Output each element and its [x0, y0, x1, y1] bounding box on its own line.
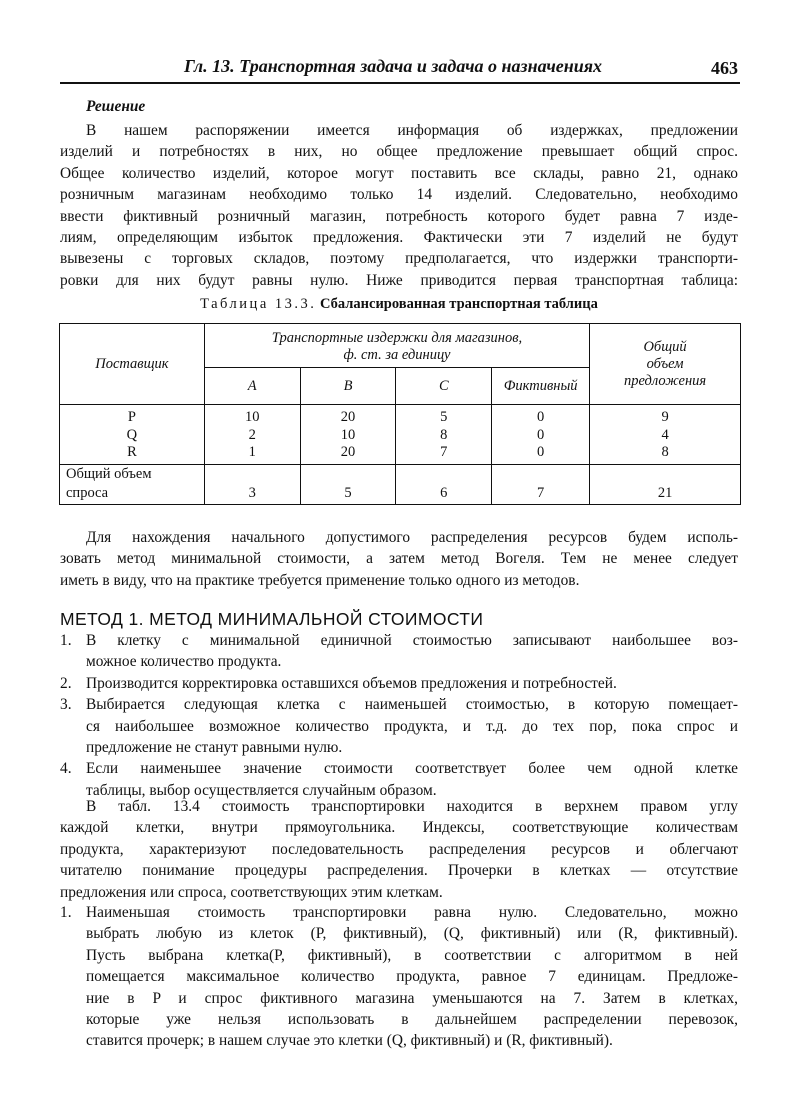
text-line: помещается максимальное количество продукта, равное 7 единицам. Предложе- — [86, 968, 738, 986]
supply-cell: 4 — [590, 426, 741, 444]
cost-cell: 0 — [492, 426, 590, 444]
page-number: 463 — [711, 58, 738, 78]
table-caption — [60, 296, 738, 313]
running-header — [60, 56, 740, 84]
text-line: вывезены с торговых складов, поэтому предполагается, что издержки транспорти- — [60, 250, 738, 268]
supply-cell: 8 — [590, 444, 741, 464]
text-line: Наименьшая стоимость транспортировки равна нулю. Следовательно, можно — [86, 904, 738, 921]
text-line: ся наибольшее возможное количество продукта, и т.д. до тех пор, пока спрос и — [86, 717, 738, 735]
method-steps — [60, 630, 738, 801]
step-number: 2. — [60, 674, 72, 692]
text-line: продукта, характеризуют последовательность распределения ресурсов и облегчают — [60, 840, 738, 858]
supply-cell: 9 — [590, 405, 741, 427]
step-number: 4. — [60, 760, 72, 778]
text-line: каждой клетки, внутри прямоугольника. Индексы, соответствующие количествам — [60, 819, 738, 837]
running-title: Гл. 13. Транспортная задача и задача о назначениях — [184, 56, 603, 76]
table-row — [60, 444, 741, 464]
total-cell: 21 — [590, 464, 741, 504]
text-line: выбрать любую из клеток (P, фиктивный), (Q, фиктивный) или (R, фиктивный). — [86, 925, 738, 943]
text-line: ставится прочерк; в нашем случае это клетки (Q, фиктивный) и (R, фиктивный). — [86, 1032, 613, 1050]
supplier-cell: P — [60, 405, 205, 427]
demand-cell: 5 — [300, 464, 396, 504]
costs-header-line: ф. ст. за единицу — [343, 347, 451, 363]
text-line: изделий и потребностях в них, но общее предложение превышает общий спрос. — [60, 143, 738, 161]
supply-header-line: Общий — [643, 338, 687, 355]
demand-label-line: Общий объем — [66, 466, 152, 482]
table-row — [60, 405, 741, 427]
cost-cell: 20 — [300, 444, 396, 464]
supplier-cell: Q — [60, 426, 205, 444]
text-line: иметь в виду, что на практике требуется применение только одного из методов. — [60, 571, 580, 589]
cost-cell: 0 — [492, 405, 590, 427]
text-line: Для нахождения начального допустимого распределения ресурсов будем исполь- — [86, 529, 738, 546]
costs-header-line: Транспортные издержки для магазинов, — [271, 330, 523, 346]
supplier-header: Поставщик — [60, 324, 205, 405]
demand-cell: 6 — [396, 464, 492, 504]
cost-cell: 7 — [396, 444, 492, 464]
final-step — [60, 902, 738, 1052]
method-heading: МЕТОД 1. МЕТОД МИНИМАЛЬНОЙ СТОИМОСТИ — [60, 609, 484, 629]
text-line: Пусть выбрана клетка(P, фиктивный), в соответствии с алгоритмом в ней — [86, 946, 738, 964]
supply-header — [590, 324, 741, 405]
text-line: Выбирается следующая клетка с наименьшей стоимостью, в которую помещает- — [86, 696, 738, 714]
demand-row — [60, 464, 741, 504]
text-line: розничным магазинам необходимо только 14 изделий. Следовательно, необходимо — [60, 186, 738, 204]
step-number: 1. — [60, 632, 72, 649]
text-line: ровки для них будут равны нулю. Ниже приводится первая транспортная таблица: — [60, 271, 738, 289]
demand-label — [60, 464, 205, 504]
cost-cell: 5 — [396, 405, 492, 427]
costs-header — [204, 324, 589, 368]
after-table-paragraph — [60, 527, 738, 591]
demand-cell: 7 — [492, 464, 590, 504]
solution-paragraph — [60, 120, 738, 291]
cost-cell: 0 — [492, 444, 590, 464]
cost-cell: 1 — [204, 444, 300, 464]
list-item — [60, 694, 738, 758]
list-item — [60, 758, 738, 801]
column-header-a: A — [204, 368, 300, 405]
column-header-b: B — [300, 368, 396, 405]
list-item — [60, 673, 738, 694]
text-line: ввести фиктивный розничный магазин, потребность которого будет равна 7 изде- — [60, 207, 738, 225]
step-number: 3. — [60, 696, 72, 714]
explanation-paragraph — [60, 796, 738, 903]
demand-cell: 3 — [204, 464, 300, 504]
solution-heading: Решение — [86, 98, 146, 115]
text-line: предложение не станут равными нулю. — [86, 739, 343, 757]
list-item — [60, 630, 738, 673]
text-line: Производится корректировка оставшихся объемов предложения и потребностей. — [86, 674, 617, 692]
supplier-cell: R — [60, 444, 205, 464]
text-line: В нашем распоряжении имеется информация об издержках, предложении — [86, 122, 738, 139]
supply-header-line: предложения — [623, 372, 707, 389]
text-line: Общее количество изделий, которое могут поставить все склады, равно 21, однако — [60, 164, 738, 182]
text-line: лиям, определяющим избыток предложения. Фактически эти 7 изделий не будут — [60, 229, 738, 247]
text-line: Если наименьшее значение стоимости соответствует более чем одной клетке — [86, 760, 738, 778]
cost-cell: 10 — [300, 426, 396, 444]
table-caption-label: Таблица 13.3. — [200, 296, 317, 312]
cost-cell: 8 — [396, 426, 492, 444]
text-line: таблицы, выбор осуществляется случайным образом. — [86, 781, 437, 799]
text-line: предложения или спроса, соответствующих этим клеткам. — [60, 883, 443, 901]
table-caption-title: Сбалансированная транспортная таблица — [320, 296, 598, 312]
column-header-c: C — [396, 368, 492, 405]
table-row — [60, 426, 741, 444]
cost-cell: 2 — [204, 426, 300, 444]
text-line: ние в P и спрос фиктивного магазина уменьшаются на 7. Затем в клетках, — [86, 989, 738, 1007]
text-line: В табл. 13.4 стоимость транспортировки находится в верхнем правом углу — [86, 798, 738, 815]
demand-label-line: спроса — [66, 485, 109, 501]
transport-table — [59, 323, 741, 505]
text-line: можное количество продукта. — [86, 653, 282, 671]
step-number: 1. — [60, 904, 72, 921]
list-item — [60, 902, 738, 1052]
supply-header-line: объем — [646, 355, 684, 372]
cost-cell: 20 — [300, 405, 396, 427]
text-line: В клетку с минимальной единичной стоимостью записывают наибольшее воз- — [86, 632, 738, 649]
text-line: читателю понимание процедуры распределения. Прочерки в клетках — отсутствие — [60, 862, 738, 880]
text-line: зовать метод минимальной стоимости, а затем метод Вогеля. Тем не менее следует — [60, 550, 738, 568]
text-line: которые уже нельзя использовать в дальнейшем распределении перевозок, — [86, 1011, 738, 1029]
cost-cell: 10 — [204, 405, 300, 427]
column-header-dummy: Фиктивный — [492, 368, 590, 405]
